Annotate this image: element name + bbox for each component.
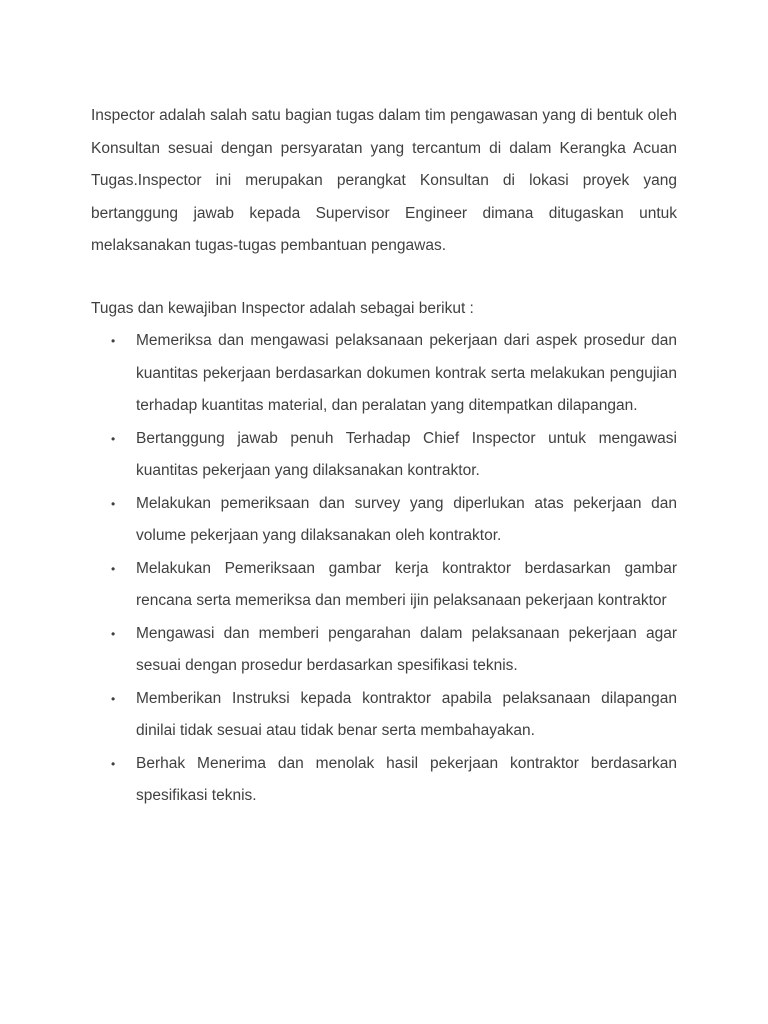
bullet-icon: • bbox=[111, 561, 116, 576]
intro-paragraph: Inspector adalah salah satu bagian tugas dalam tim pengawasan yang di bentuk oleh Konsultan sesuai dengan persyaratan yang tercantum di dalam Kerangka Acuan Tugas.Inspector ini merupakan perangkat Konsultan di lokasi proyek yang bertanggung jawab kepada Supervisor Engineer dimana ditugaskan untuk melaksanakan tugas-tugas pembantuan pengawas. bbox=[91, 107, 677, 254]
bullet-icon: • bbox=[111, 496, 116, 511]
list-item bbox=[91, 325, 677, 423]
bullet-icon: • bbox=[111, 334, 116, 348]
duty-text: Memeriksa dan mengawasi pelaksanaan pekerjaan dari aspek prosedur dan kuantitas pekerjaan berdasarkan dokumen kontrak serta melakukan pengujian terhadap kuantitas material, dan peralatan yang ditempatkan dilapangan. bbox=[136, 332, 677, 414]
list-item bbox=[91, 488, 677, 553]
duties-heading: Tugas dan kewajiban Inspector adalah sebagai berikut : bbox=[91, 299, 474, 317]
duty-text: Melakukan pemeriksaan dan survey yang diperlukan atas pekerjaan dan volume pekerjaan yang dilaksanakan oleh kontraktor. bbox=[136, 494, 677, 544]
document-page bbox=[91, 100, 677, 813]
list-item bbox=[91, 553, 677, 618]
bullet-icon: • bbox=[111, 756, 116, 771]
bullet-icon: • bbox=[111, 691, 116, 706]
list-item bbox=[91, 423, 677, 488]
duties-list bbox=[91, 325, 677, 813]
duty-text: Melakukan Pemeriksaan gambar kerja kontraktor berdasarkan gambar rencana serta memeriksa dan memberi ijin pelaksanaan pekerjaan kontraktor bbox=[136, 559, 677, 609]
bullet-icon: • bbox=[111, 431, 116, 446]
bullet-icon: • bbox=[111, 626, 116, 641]
duty-text: Memberikan Instruksi kepada kontraktor apabila pelaksanaan dilapangan dinilai tidak sesuai atau tidak benar serta membahayakan. bbox=[136, 689, 677, 739]
duty-text: Mengawasi dan memberi pengarahan dalam pelaksanaan pekerjaan agar sesuai dengan prosedur berdasarkan spesifikasi teknis. bbox=[136, 624, 677, 674]
list-item bbox=[91, 683, 677, 748]
list-item bbox=[91, 618, 677, 683]
list-item bbox=[91, 748, 677, 813]
duty-text: Berhak Menerima dan menolak hasil pekerjaan kontraktor berdasarkan spesifikasi teknis. bbox=[136, 754, 677, 804]
duty-text: Bertanggung jawab penuh Terhadap Chief Inspector untuk mengawasi kuantitas pekerjaan yang dilaksanakan kontraktor. bbox=[136, 429, 677, 479]
